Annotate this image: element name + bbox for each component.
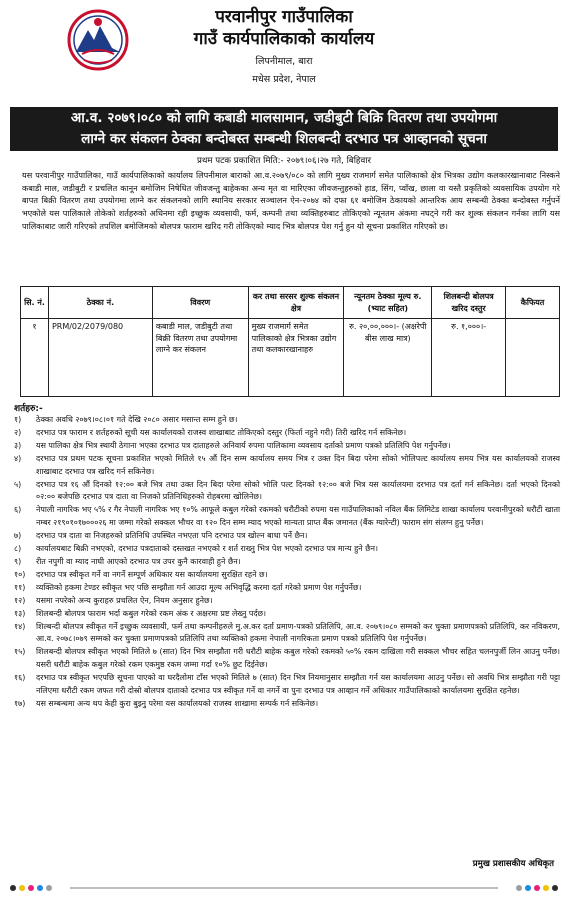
list-item bbox=[14, 427, 560, 440]
table-row bbox=[21, 319, 560, 397]
footer-dot bbox=[28, 885, 34, 891]
table-header-row bbox=[21, 287, 560, 319]
conditions-heading: शर्तहरु:- bbox=[14, 404, 43, 414]
condition-text: ठेक्का अवधि २०७९।०८।०१ गते देखि २०८० असार मसान्त सम्म हुने छ। bbox=[36, 415, 238, 424]
cell-sn: १ bbox=[21, 319, 49, 397]
list-item bbox=[14, 646, 560, 672]
col-header-fee: शिलबन्दी बोलपत्र खरिद दस्तुर bbox=[432, 287, 506, 319]
office-province: मधेस प्रदेश, नेपाल bbox=[252, 74, 316, 85]
condition-text: व्यक्तिको हकमा टेण्डर स्वीकृत भए पछि सम्झौता गर्न आउदा मूल्य अभिवृद्धि करमा दर्ता गरेको प्रमाण पेश गर्नुपर्नेछ। bbox=[36, 582, 362, 592]
conditions-list bbox=[14, 414, 560, 711]
condition-number: २) bbox=[14, 427, 22, 437]
footer-dot bbox=[552, 885, 558, 891]
contract-table bbox=[20, 286, 560, 397]
footer-dot bbox=[37, 885, 43, 891]
list-item bbox=[14, 453, 560, 479]
col-header-description: विवरण bbox=[152, 287, 248, 319]
col-header-remarks: कैफियत bbox=[506, 287, 560, 319]
col-header-contract-no: ठेक्का नं. bbox=[48, 287, 152, 319]
list-item bbox=[14, 504, 560, 530]
condition-text: दरभाउ पत्र प्रथम पटक सूचना प्रकाशित भएको मितिले १५ औं दिन सम्म कार्यालय समय भित्र र उक्त दिन बिदा परेमा सोको भोलिपल्ट कार्यालय समय भित्र यस कार्यालयको राजस्व शाखाबाट दरभाउ पत्र खरिद गर्न सकिनेछ। bbox=[36, 453, 560, 476]
list-item bbox=[14, 543, 560, 556]
condition-number: १५) bbox=[14, 647, 26, 657]
condition-text: शिलबन्दी बोलपत्र स्वीकृत भएको मितिले ७ (सात) दिन भित्र सम्झौता गरी धरौटी बाहेक कबुल गरेको रकमको ५०% रकम दाखिला गरी सक्कल भौचर सहित चलनपुर्जी लिन आउनु पर्नेछ। यसरी धरौटी बाहेक कबुल गरेको रकम एकमुष्ठ रकम जम्मा गर्दा १०% छुट दिईनेछ। bbox=[36, 647, 560, 670]
condition-number: ११) bbox=[14, 582, 26, 592]
list-item bbox=[14, 595, 560, 608]
footer-dot bbox=[19, 885, 25, 891]
col-header-area: कर तथा सरसर शुल्क संकलन क्षेत्र bbox=[248, 287, 344, 319]
footer-dot bbox=[534, 885, 540, 891]
condition-text: रीत नपुगी वा म्याद नाघी आएको दरभाउ पत्र उपर कुनै कारवाही हुने छैन। bbox=[36, 556, 241, 566]
notice-title bbox=[10, 107, 558, 151]
list-item bbox=[14, 414, 560, 427]
office-header bbox=[0, 4, 568, 104]
list-item bbox=[14, 530, 560, 543]
office-subtitle: गाउँ कार्यपालिकाको कार्यालय bbox=[193, 29, 375, 49]
list-item bbox=[14, 621, 560, 647]
list-item bbox=[14, 440, 560, 453]
condition-number: ६) bbox=[14, 505, 22, 515]
condition-number: ८) bbox=[14, 544, 22, 554]
condition-text: दरभाउ पत्र फाराम र शर्तहरुको सूची यस कार्यालयको राजस्व शाखाबाट तोकिएको दस्तुर (फिर्ता नहुने गरी) तिरी खरिद गर्न सकिनेछ। bbox=[36, 427, 407, 437]
condition-number: १२) bbox=[14, 595, 26, 605]
list-item bbox=[14, 569, 560, 582]
notice-title-line1: आ.व. २०७९।०८० को लागि कबाडी मालसामान, जडीबुटी बिक्रि वितरण तथा उपयोगमा bbox=[70, 110, 498, 126]
notice-title-line2: लाग्ने कर संकलन ठेक्का बन्दोबस्त सम्बन्धी शिलबन्दी दरभाउ पत्र आव्हानको सूचना bbox=[81, 131, 487, 147]
condition-number: १४) bbox=[14, 621, 26, 631]
list-item bbox=[14, 672, 560, 698]
col-header-sn: सि. नं. bbox=[21, 287, 49, 319]
office-place: लिपनीमाल, बारा bbox=[255, 56, 313, 67]
cell-area: मुख्य राजमार्ग समेत पालिकाको क्षेत्र भित्रका उद्योग तथा कलकारखानाहरु bbox=[248, 319, 344, 397]
cell-remarks bbox=[506, 319, 560, 397]
list-item bbox=[14, 479, 560, 505]
condition-text: दरभाउ पत्र १६ औं दिनको १२:०० बजे भित्र तथा उक्त दिन बिदा परेमा सोको भोलि पल्ट दिनको १२:०० बजे भित्र यस कार्यालयमा दरभाउ पत्र दर्ता गर्न सकिनेछ। दर्ता भएको दिनको ०२:०० बजेपछि दरभाउ पत्र दाता वा निजको प्रतिनिधिहरुको रोहबरमा खोलिनेछ। bbox=[36, 479, 560, 502]
office-name: परवानीपुर गाउँपालिका bbox=[215, 7, 353, 27]
footer-divider bbox=[70, 887, 498, 889]
footer-dot bbox=[525, 885, 531, 891]
footer-dot bbox=[46, 885, 52, 891]
condition-number: ५) bbox=[14, 479, 22, 489]
condition-text: दरभाउ पत्र स्वीकृत गर्ने वा नगर्ने सम्पूर्ण अधिकार यस कार्यालयमा सुरक्षित रहने छ। bbox=[36, 569, 268, 579]
condition-text: दरभाउ पत्र स्वीकृत भएपछि सूचना पाएको वा घरदैलोमा टाँस भएको मितिले ७ (सात) दिन भित्र नियमानुसार सम्झौता गर्न यस कार्यालयमा आउनु पर्नेछ। सो अवधि भित्र सम्झौता गरी पट्टा नलिएमा धरौटी रकम जफत गरी दोस्रो बोलपत्र दाताको दरभाउ पत्र स्वीकृत गर्ने वा नगर्ने वा पुनः दरभाउ पत्र आव्हान गर्ने अधिकार गाउँपालिकाको कार्यालयमा सुरक्षित रहनेछ। bbox=[36, 673, 560, 696]
intro-paragraph: यस परवानीपुर गाउँपालिका, गाउँ कार्यपालिकाको कार्यालय लिपनीमाल बाराको आ.व.२०७९/०८० को लागि मुख्य राजमार्ग समेत पालिकाको क्षेत्र भित्रका उद्योग कलकारखानाबाट निस्कने कबाडी माल, जडीबुटी र प्रचलित कानून बमोजिम निषेधित जीवजन्तु बाहेकका अन्य मृत वा मारिएका जीवजन्तुहरुको हाड, सिंग, प्वाँख, छाला वा यस्तै प्रकृतिको व्यवसायिक उपयोग गरे बापत बिक्री वितरण तथा उपयोगमा लाग्ने कर संकलनको लागि स्थानिय सरकार सञ्चालन ऐन-२०७४ को दफा ६१ बमोजिम ठेकायको आन्तरिक आय सम्बन्धी ठेक्का बन्दोबस्त गर्नुपर्ने भएकोले यस पालिकाले तोकेको शर्तहरुको अधिनमा रही इच्छुक व्यवसायी, फर्म, कम्पनी तथा व्यक्तिहरुबाट तोकिएको न्यूनतम अंकमा नघट्ने गरी कर शुल्क संकलन गर्नका लागि यस पालिकाबाट जारी गरिएको तपशिल बमोजिमको बोलपत्र फाराम खरिद गरी तोकिएको म्याद भित्र बोलपत्र पेश गर्नु हुन यो सूचना प्रकाशित गरिएको छ। bbox=[22, 170, 560, 231]
condition-number: ९) bbox=[14, 556, 22, 566]
condition-text: यसमा नपरेको अन्य कुराहरु प्रचलित ऐन, नियम अनुसार हुनेछ। bbox=[36, 595, 213, 605]
condition-number: ३) bbox=[14, 440, 22, 450]
footer-dot bbox=[543, 885, 549, 891]
publication-date: प्रथम पटक प्रकाशित मिति:- २०७९।०६।२७ गते, बिहिवार bbox=[196, 156, 372, 166]
condition-number: १६) bbox=[14, 673, 26, 683]
cell-min-value: रु. २०,००,०००।- (अक्षरेपी बीस लाख मात्र) bbox=[344, 319, 432, 397]
cell-description: कबाडी माल, जडीबुटी तथा बिक्री वितरण तथा उपयोगमा लाग्ने कर संकलन bbox=[152, 319, 248, 397]
condition-number: ४) bbox=[14, 453, 22, 463]
condition-number: १३) bbox=[14, 608, 26, 618]
condition-number: १०) bbox=[14, 569, 26, 579]
condition-text: शिलबन्दी बोलपत्र फाराम भर्दा कबुल गरेको रकम अंक र अक्षरमा प्रष्ट लेख्नु पर्दछ। bbox=[36, 608, 267, 618]
condition-text: नेपाली नागरिक भए ५% र गैर नेपाली नागरिक भए १०% आफूले कबुल गरेको रकमको धरौटीको रुपमा यस गाउँपालिकाको नविल बैंक लिमिटेड शाखा कार्यालय परवानीपुरको धरौटी खाता नम्बर २१९०१०१७०००२६ मा जम्मा गरेको सक्कल भौचर वा १२० दिन सम्म म्याद भएको मान्यता प्राप्त बैंक जमानत (बैंक ग्यारेन्टी) फाराम संग संलग्न हुनु पर्नेछ। bbox=[36, 505, 560, 528]
nepal-emblem-icon bbox=[62, 8, 134, 72]
condition-number: १) bbox=[14, 415, 22, 424]
signature-title: प्रमुख प्रशासकीय अधिकृत bbox=[472, 859, 554, 869]
footer-dot bbox=[516, 885, 522, 891]
condition-text: दरभाउ पत्र दाता वा निजहरुको प्रतिनिधि उपस्थित नभएता पनि दरभाउ पत्र खोल्न बाधा पर्ने छैन। bbox=[36, 531, 308, 541]
footer-dot bbox=[10, 885, 16, 891]
condition-number: ७) bbox=[14, 531, 22, 541]
list-item bbox=[14, 698, 560, 711]
list-item bbox=[14, 582, 560, 595]
col-header-min-value: न्यूनतम ठेक्का मूल्य रु. (भ्याट सहित) bbox=[344, 287, 432, 319]
cell-fee: रु. १,०००।- bbox=[432, 319, 506, 397]
condition-text: यस पालिका क्षेत्र भित्र स्थायी ठेगाना भएका दरभाउ पत्र दाताहरुले अनिवार्य रुपमा पालिकामा व्यवसाय दर्ताको प्रमाण पत्रको प्रतिलिपि पेश गर्नुपर्नेछ। bbox=[36, 440, 451, 450]
footer-decoration bbox=[6, 881, 562, 895]
condition-text: यस सम्बन्धमा अन्य थप केही कुरा बुझ्नु परेमा यस कार्यालयको राजस्व शाखामा सम्पर्क गर्न सकिनेछ। bbox=[36, 698, 319, 708]
list-item bbox=[14, 556, 560, 569]
cell-contract-no: PRM/02/2079/080 bbox=[48, 319, 152, 397]
footer-dots-left bbox=[10, 885, 52, 891]
footer-dots-right bbox=[516, 885, 558, 891]
condition-text: कार्यालयबाट बिक्री नभएको, दरभाउ पत्रदाताको दस्तखत नभएको र शर्त राख्नु भित्र पेश भएको दरभाउ पत्र मान्य हुने छैन। bbox=[36, 544, 379, 554]
list-item bbox=[14, 608, 560, 621]
condition-text: शिल्बन्दी बोलपत्र स्वीकृत गर्ने इच्छुक व्यवसायी, फर्म तथा कम्पनीहरुले मु.अ.कर दर्ता प्रमाण-पत्रको प्रतिलिपि, आ.व. २०७९।०८० सम्मको कर चुक्ता प्रमाणपत्रको प्रतिलिपि, कर नविकरण, आ.व. २०७८।०७९ सम्मको कर चुक्ता प्रमाणपत्रको प्रतिलिपि तथा व्यक्तिको हकमा नेपाली नागरिकता प्रमाण पत्रको प्रतिलिपि पेश गर्नुपर्नेछ। bbox=[36, 621, 560, 644]
condition-number: १७) bbox=[14, 698, 26, 708]
